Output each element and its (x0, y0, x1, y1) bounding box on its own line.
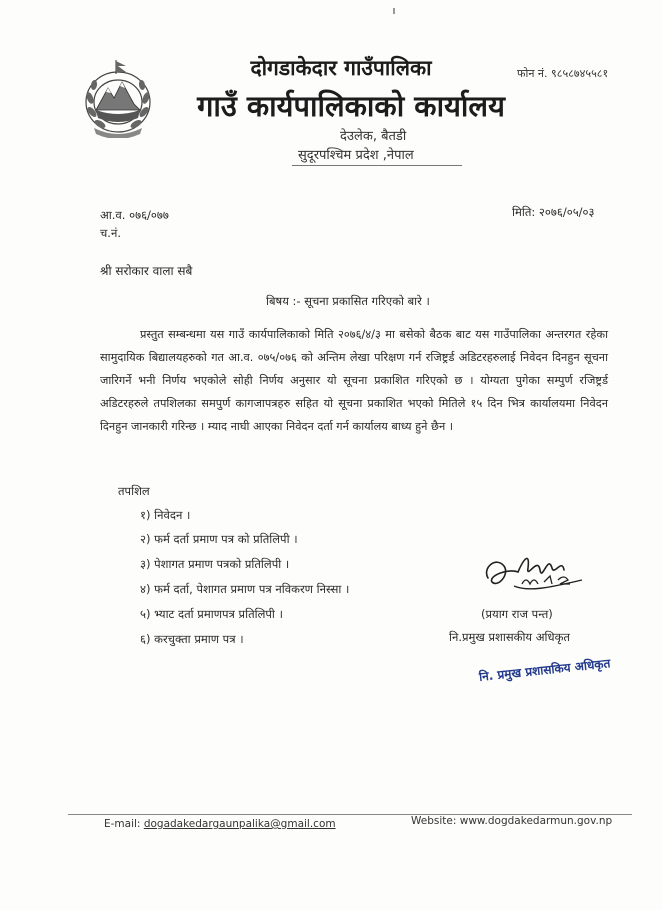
email-label: E-mail: (104, 818, 141, 830)
scan-speck (393, 8, 395, 14)
footer-email (104, 818, 336, 830)
signatory-title: नि.प्रमुख प्रशासकीय अधिकृत (449, 630, 570, 644)
footer-website (411, 815, 612, 827)
website-label: Website: (411, 815, 457, 827)
list-item: २) फर्म दर्ता प्रमाण पत्र को प्रतिलिपी । (140, 532, 298, 546)
subject-line: बिषय :- सूचना प्रकासित गरिएको बारे । (266, 294, 430, 308)
reference-number: च.नं. (100, 226, 121, 240)
official-stamp: नि. प्रमुख प्रशासकिय अधिकृत (478, 656, 611, 684)
list-item: ६) करचुक्ता प्रमाण पत्र । (140, 632, 244, 646)
org-name-line2: गाउँ कार्यपालिकाको कार्यालय (197, 89, 505, 123)
phone-number: फोन नं. ९८५८७४५५८१ (517, 67, 609, 80)
org-name-line1: दोगडाकेदार गाउँपालिका (250, 56, 432, 80)
signatory-name: (प्रयाग राज पन्त) (481, 607, 553, 621)
address-line1: देउलेक, बैतडी (340, 129, 407, 144)
list-item: ५) भ्याट दर्ता प्रमाणपत्र प्रतिलिपी । (140, 607, 283, 621)
letter-date: मिति: २०७६/०५/०३ (512, 205, 595, 219)
email-link[interactable]: dogadakedargaunpalika@gmail.com (143, 818, 336, 830)
addressee: श्री सरोकार वाला सबै (100, 264, 193, 278)
handwritten-signature-icon (478, 548, 588, 598)
fiscal-year: आ.व. ०७६/०७७ (100, 208, 169, 222)
address-line2: सुदूरपश्चिम प्रदेश ,नेपाल (298, 148, 414, 163)
body-paragraph: प्रस्तुत सम्बन्धमा यस गाउँ कार्यपालिकाको मिति २०७६/४/३ मा बसेको बैठक बाट यस गाउँपालिका अन्तरगत रहेका सामुदायिक बिद्यालयहरुको गत आ.व. ०७५/०७६ को अन्तिम लेखा परिक्षण गर्न रजिष्ट्रर्ड अडिटरहरुलाई निवेदन दिनहुन सूचना जारिगर्ने भनी निर्णय भएकोले सोही निर्णय अनुसार यो सूचना प्रकाशित गरिएको छ । योग्यता पुगेका सम्पुर्ण रजिष्ट्रर्ड अडिटरहरुले तपशिलका समपुर्ण कागजापत्रहरु सहित यो सूचना प्रकाशित भएको मितिले १५ दिन भित्र कार्यालयमा निवेदन दिनहुन जानकारी गरिन्छ । म्याद नाघी आएका निवेदन दर्ता गर्न कार्यालय बाध्य हुने छैन । (100, 328, 608, 433)
list-item: ३) पेशागत प्रमाण पत्रको प्रतिलिपी । (140, 557, 290, 571)
list-item: १) निवेदन । (140, 508, 191, 522)
website-link[interactable]: www.dogdakedarmun.gov.np (459, 815, 613, 827)
list-item: ४) फर्म दर्ता, पेशागत प्रमाण पत्र नविकरण निस्सा । (140, 582, 350, 596)
address-underline (292, 165, 462, 166)
tapasil-heading: तपशिल (118, 484, 150, 498)
